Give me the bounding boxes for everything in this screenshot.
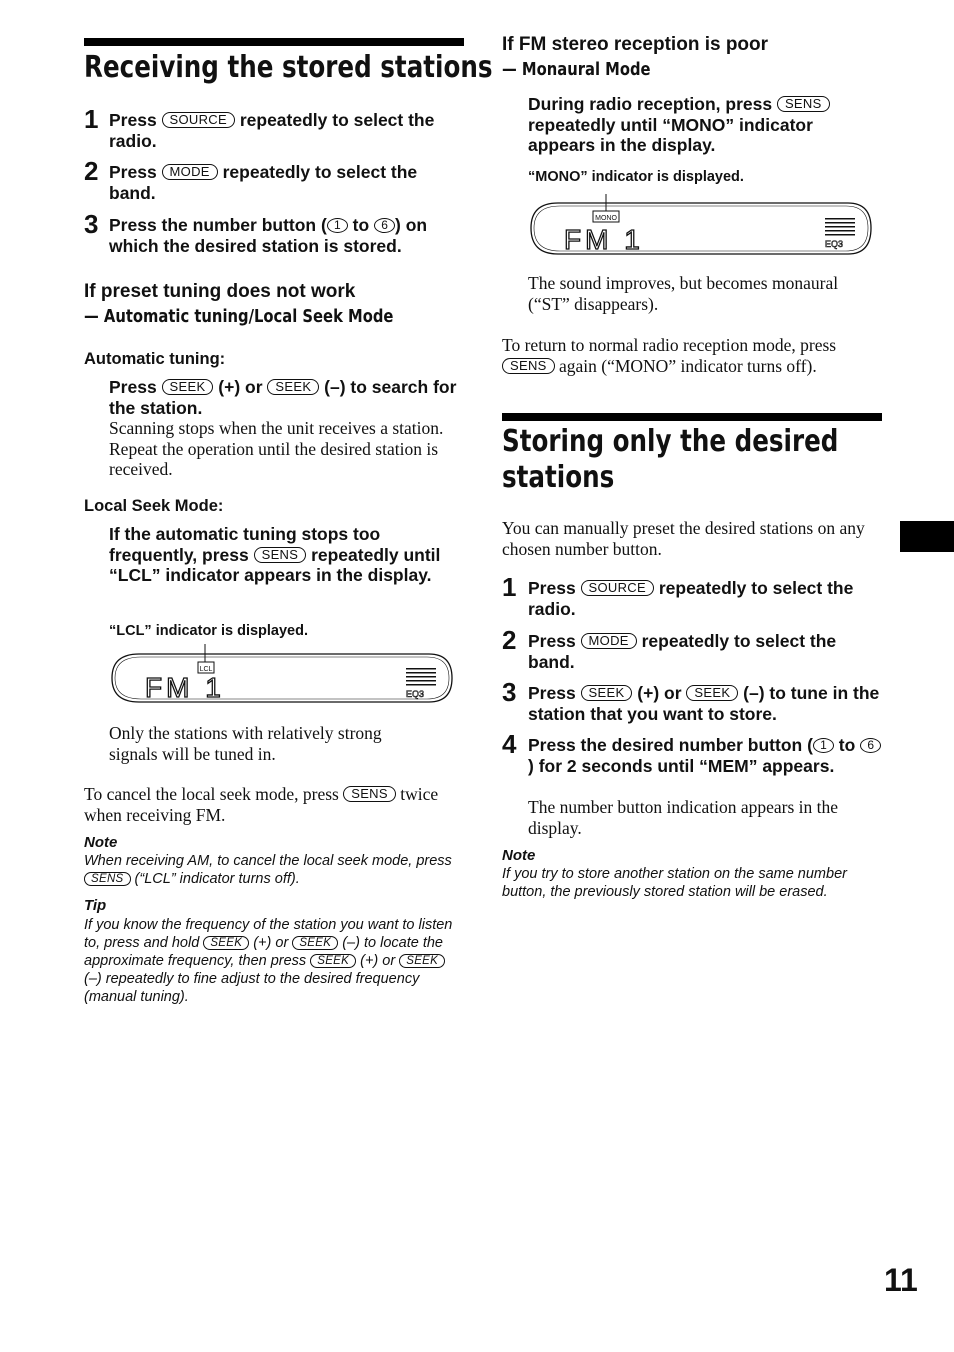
text: To cancel the local seek mode, press bbox=[84, 784, 344, 804]
figure-caption: “MONO” indicator is displayed. bbox=[528, 169, 744, 185]
label-automatic-tuning: Automatic tuning: bbox=[84, 350, 226, 368]
subsection-heading bbox=[502, 33, 882, 81]
section-title bbox=[502, 424, 879, 496]
section-rule bbox=[84, 38, 464, 46]
eq-meter-icon bbox=[406, 668, 436, 686]
lcl-indicator-text: LCL bbox=[199, 666, 213, 673]
text: (“LCL” indicator turns off). bbox=[130, 871, 300, 887]
step-body: The number button indication appears in the display. bbox=[528, 797, 839, 838]
seek-button: SEEK bbox=[686, 685, 738, 701]
sens-button: SENS bbox=[502, 358, 555, 374]
text: To return to normal radio reception mode, press bbox=[502, 335, 837, 355]
text: repeatedly to select the radio. bbox=[528, 578, 854, 619]
step-number: 1 bbox=[502, 572, 517, 602]
step-text bbox=[528, 683, 882, 724]
text: twice when receiving FM. bbox=[84, 784, 439, 825]
text: Press the number button ( bbox=[109, 215, 327, 235]
eq-label: EQ3 bbox=[406, 689, 425, 699]
step-number: 4 bbox=[502, 729, 517, 759]
text: Press bbox=[528, 683, 581, 703]
text: (–) to locate the approximate frequency, then press bbox=[84, 935, 443, 969]
text: Press bbox=[109, 377, 162, 397]
text: If you know the frequency of the station you want to listen to, press and hold bbox=[84, 917, 453, 951]
sens-button: SENS bbox=[84, 872, 131, 886]
text: (–) repeatedly to fine adjust to the desired frequency (manual tuning). bbox=[84, 971, 420, 1005]
number-button-1: 1 bbox=[813, 738, 834, 753]
page-number: 11 bbox=[884, 1262, 918, 1298]
step-text bbox=[528, 631, 882, 672]
number-button-6: 6 bbox=[860, 738, 881, 753]
step-text bbox=[109, 162, 464, 203]
seek-button: SEEK bbox=[203, 936, 249, 950]
intro-text: You can manually preset the desired stations on any chosen number button. bbox=[502, 518, 865, 559]
label-local-seek: Local Seek Mode: bbox=[84, 497, 224, 515]
text: (+) or bbox=[249, 935, 293, 951]
text: again (“MONO” indicator turns off). bbox=[554, 355, 817, 376]
instruction bbox=[109, 377, 459, 418]
display-readout: FM 1 bbox=[564, 224, 644, 255]
eq-meter-icon bbox=[825, 218, 855, 236]
seek-button: SEEK bbox=[267, 379, 319, 395]
section-tab-marker bbox=[900, 521, 954, 552]
seek-button: SEEK bbox=[399, 954, 445, 968]
step-number: 3 bbox=[84, 209, 99, 239]
step-number: 2 bbox=[84, 156, 99, 186]
sens-button: SENS bbox=[777, 96, 830, 112]
text: to bbox=[347, 215, 375, 235]
section-title: Receiving the stored stations bbox=[84, 50, 493, 85]
mode-button: MODE bbox=[581, 633, 637, 649]
note-heading: Note bbox=[502, 847, 536, 864]
text: (–) to tune in the station that you want to store. bbox=[528, 683, 880, 724]
note-text: If you try to store another station on the same number button, the previously stored station will be erased. bbox=[502, 866, 847, 900]
source-button: SOURCE bbox=[581, 580, 654, 596]
text: Press bbox=[109, 162, 162, 182]
sens-button: SENS bbox=[254, 547, 307, 563]
subsection-heading bbox=[84, 280, 464, 328]
text: During radio reception, press bbox=[528, 94, 777, 114]
return-text bbox=[502, 335, 882, 376]
mono-indicator-text: MONO bbox=[595, 215, 617, 222]
cancel-text bbox=[84, 784, 464, 825]
text: repeatedly until “LCL” indicator appears in the display. bbox=[109, 544, 441, 585]
body-text: Scanning stops when the unit receives a station. Repeat the operation until the desired station is received. bbox=[109, 418, 444, 479]
step-text bbox=[109, 110, 464, 151]
heading-line: If FM stereo reception is poor bbox=[502, 34, 769, 55]
heading-subline: — Automatic tuning/Local Seek Mode bbox=[84, 306, 394, 327]
section-rule bbox=[502, 413, 882, 421]
heading-line: If preset tuning does not work bbox=[84, 281, 356, 302]
seek-button: SEEK bbox=[292, 936, 338, 950]
seek-button: SEEK bbox=[162, 379, 214, 395]
instruction bbox=[109, 524, 454, 586]
seek-button: SEEK bbox=[581, 685, 633, 701]
text: repeatedly to select the radio. bbox=[109, 110, 435, 151]
tip-text bbox=[84, 916, 464, 1006]
sens-button: SENS bbox=[343, 786, 396, 802]
number-button-6: 6 bbox=[374, 218, 395, 233]
note-heading: Note bbox=[84, 834, 118, 851]
text: repeatedly until “MONO” indicator appears in the display. bbox=[528, 114, 813, 155]
step-text bbox=[109, 215, 469, 256]
body-text: The sound improves, but becomes monaural (“ST” disappears). bbox=[528, 273, 839, 314]
text: ) on which the desired station is stored. bbox=[109, 215, 428, 256]
text: Press bbox=[528, 578, 581, 598]
title-text: Storing only the desired stations bbox=[502, 424, 839, 495]
lcl-display-illustration bbox=[109, 640, 454, 708]
instruction bbox=[528, 94, 873, 156]
mono-display-illustration bbox=[528, 194, 873, 262]
text: If the automatic tuning stops too frequently, press bbox=[109, 524, 381, 565]
text: (+) or bbox=[632, 683, 687, 703]
seek-button: SEEK bbox=[310, 954, 356, 968]
text: Press bbox=[109, 110, 162, 130]
text: (–) to search for the station. bbox=[109, 377, 457, 418]
text: Press the desired number button ( bbox=[528, 735, 813, 755]
heading-subline: — Monaural Mode bbox=[502, 59, 651, 80]
tip-heading: Tip bbox=[84, 897, 107, 914]
body-text: Only the stations with relatively strong signals will be tuned in. bbox=[109, 723, 382, 764]
step-text bbox=[528, 735, 882, 776]
text: to bbox=[833, 735, 861, 755]
text: ) for 2 seconds until “MEM” appears. bbox=[528, 755, 835, 776]
step-number: 3 bbox=[502, 677, 517, 707]
text: (+) or bbox=[356, 953, 400, 969]
mode-button: MODE bbox=[162, 164, 218, 180]
note-text bbox=[84, 852, 464, 888]
text: Press bbox=[528, 631, 581, 651]
text: When receiving AM, to cancel the local seek mode, press bbox=[84, 853, 452, 869]
text: (+) or bbox=[213, 377, 268, 397]
number-button-1: 1 bbox=[327, 218, 348, 233]
text: repeatedly to select the band. bbox=[109, 162, 418, 203]
step-text bbox=[528, 578, 882, 619]
step-number: 2 bbox=[502, 625, 517, 655]
step-number: 1 bbox=[84, 104, 99, 134]
figure-caption: “LCL” indicator is displayed. bbox=[109, 623, 309, 639]
display-readout: FM 1 bbox=[145, 672, 225, 703]
eq-label: EQ3 bbox=[825, 239, 844, 249]
text: repeatedly to select the band. bbox=[528, 631, 837, 672]
source-button: SOURCE bbox=[162, 112, 235, 128]
